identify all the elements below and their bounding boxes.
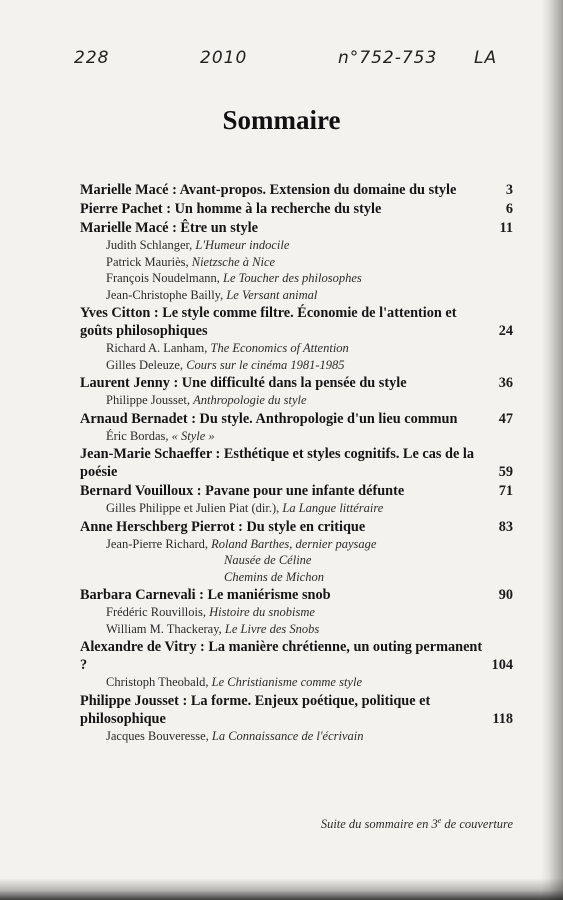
- toc-heading-line: [80, 518, 513, 536]
- toc-heading: Barbara Carnevali : Le maniérisme snob: [80, 587, 331, 603]
- toc-heading-line: [80, 410, 513, 428]
- review-author: Gilles Philippe et Julien Piat (dir.),: [106, 501, 283, 515]
- toc-page-number: 11: [499, 220, 513, 236]
- toc-entry: [80, 200, 513, 218]
- footer-text-before: Suite du sommaire en 3: [320, 817, 438, 832]
- toc-heading-line: [80, 445, 513, 481]
- toc-review-line: [80, 237, 513, 254]
- handwritten-number: 228: [74, 48, 110, 68]
- toc-review-line: [80, 357, 513, 374]
- review-work-title: Chemins de Michon: [224, 569, 324, 584]
- toc-page-number: 83: [498, 518, 513, 535]
- toc-entry: [80, 181, 513, 199]
- toc-heading: Bernard Vouilloux : Pavane pour une infante défunte: [80, 483, 405, 499]
- toc-page-number: 6: [505, 201, 513, 217]
- review-work-title: Roland Barthes, dernier paysage: [211, 536, 377, 551]
- toc-heading: Laurent Jenny : Une difficulté dans la pensée du style: [80, 375, 407, 391]
- review-author: Jean-Christophe Bailly,: [106, 287, 227, 302]
- review-author: Patrick Mauriès,: [106, 254, 192, 269]
- toc-review-line: [80, 340, 513, 357]
- toc-heading-line: [80, 181, 513, 199]
- table-of-contents: [80, 181, 513, 745]
- review-author: Éric Bordas,: [106, 428, 172, 443]
- review-work-title: La Connaissance de l'écrivain: [211, 728, 364, 743]
- toc-review-line: [80, 728, 513, 745]
- toc-entry: [80, 410, 513, 445]
- toc-heading: Marielle Macé : Être un style: [80, 220, 258, 236]
- review-author: Gilles Deleuze,: [106, 357, 187, 372]
- toc-review-line: [80, 604, 513, 621]
- toc-heading: Jean-Marie Schaeffer : Esthétique et styles cognitifs. Le cas de la poésie: [80, 446, 475, 480]
- review-author: Judith Schlanger,: [106, 238, 196, 252]
- page-edge-shadow-bottom: [0, 878, 563, 900]
- review-author: William M. Thackeray,: [106, 621, 225, 636]
- toc-entry: [80, 482, 513, 517]
- toc-review-line: [80, 392, 513, 409]
- toc-review-line: [80, 270, 513, 287]
- review-work-title: L'Humeur indocile: [195, 238, 290, 252]
- toc-heading-line: [80, 586, 513, 604]
- review-work-title: « Style »: [171, 428, 215, 443]
- toc-heading-line: [80, 638, 513, 674]
- review-work-title: La Langue littéraire: [282, 501, 384, 515]
- toc-page-number: 3: [505, 182, 513, 198]
- review-work-title: The Economics of Attention: [210, 341, 349, 355]
- toc-review-line: [80, 621, 513, 638]
- toc-entry: [80, 374, 513, 409]
- handwritten-initials: LA: [474, 48, 498, 68]
- toc-review-line: [80, 254, 513, 271]
- toc-review-line: [80, 287, 513, 304]
- toc-heading: Anne Herschberg Pierrot : Du style en critique: [80, 518, 366, 535]
- page-title: Sommaire: [222, 105, 341, 135]
- toc-heading: Pierre Pachet : Un homme à la recherche du style: [80, 201, 382, 217]
- toc-page-number: 36: [498, 375, 513, 391]
- toc-heading: Marielle Macé : Avant-propos. Extension du domaine du style: [80, 182, 457, 198]
- handwritten-issue: n°752-753: [338, 48, 438, 68]
- toc-review-line: [80, 674, 513, 691]
- toc-page-number: 24: [498, 323, 513, 339]
- toc-review-line: [80, 536, 513, 553]
- review-work-title: Le Toucher des philosophes: [223, 271, 362, 285]
- review-author: Christoph Theobald,: [106, 675, 212, 689]
- toc-heading-line: [80, 692, 513, 728]
- review-work-title: Histoire du snobisme: [209, 605, 315, 619]
- toc-page-number: 118: [492, 710, 513, 727]
- review-work-title: Cours sur le cinéma 1981-1985: [186, 357, 345, 372]
- toc-entry: [80, 638, 513, 691]
- toc-page-number: 90: [498, 587, 513, 603]
- toc-entry: [80, 219, 513, 303]
- review-author: Jacques Bouveresse,: [106, 728, 212, 743]
- review-work-title: Le Livre des Snobs: [224, 621, 320, 636]
- toc-page-number: 104: [491, 657, 513, 673]
- toc-entry: [80, 586, 513, 637]
- toc-heading: Alexandre de Vitry : La manière chrétienne, un outing permanent ?: [80, 639, 483, 673]
- toc-heading-line: [80, 304, 513, 340]
- footer-note: [321, 816, 513, 832]
- toc-page-number: 59: [498, 464, 513, 480]
- review-author: Richard A. Lanham,: [106, 341, 211, 355]
- toc-heading-line: [80, 200, 513, 218]
- review-author: Frédéric Rouvillois,: [106, 605, 210, 619]
- toc-heading-line: [80, 374, 513, 392]
- toc-heading-line: [80, 219, 513, 237]
- toc-heading: Yves Citton : Le style comme filtre. Économie de l'attention et goûts philosophiques: [80, 305, 457, 339]
- toc-heading-line: [80, 482, 513, 500]
- toc-review-line: [80, 500, 513, 517]
- footer-superscript: e: [437, 816, 442, 825]
- review-author: Jean-Pierre Richard,: [106, 536, 212, 551]
- review-work-title: Le Versant animal: [226, 287, 318, 302]
- toc-heading: Philippe Jousset : La forme. Enjeux poétique, politique et philosophique: [80, 692, 431, 727]
- toc-heading: Arnaud Bernadet : Du style. Anthropologie d'un lieu commun: [80, 410, 458, 427]
- toc-entry: [80, 445, 513, 481]
- toc-review-line: [80, 552, 513, 569]
- toc-entry: [80, 304, 513, 373]
- footer-text-after: de couverture: [441, 817, 513, 832]
- review-work-title: Nietzsche à Nice: [191, 254, 276, 269]
- review-work-title: Anthropologie du style: [193, 393, 307, 407]
- toc-review-line: [80, 569, 513, 586]
- review-work-title: Le Christianisme comme style: [211, 675, 363, 689]
- review-author: Philippe Jousset,: [106, 393, 194, 407]
- toc-page-number: 71: [498, 483, 513, 499]
- toc-entry: [80, 518, 513, 586]
- toc-review-line: [80, 428, 513, 445]
- handwritten-year: 2010: [200, 48, 248, 68]
- toc-page-number: 47: [498, 410, 513, 427]
- review-author: François Noudelmann,: [106, 271, 223, 285]
- toc-entry: [80, 692, 513, 745]
- review-work-title: Nausée de Céline: [224, 553, 312, 567]
